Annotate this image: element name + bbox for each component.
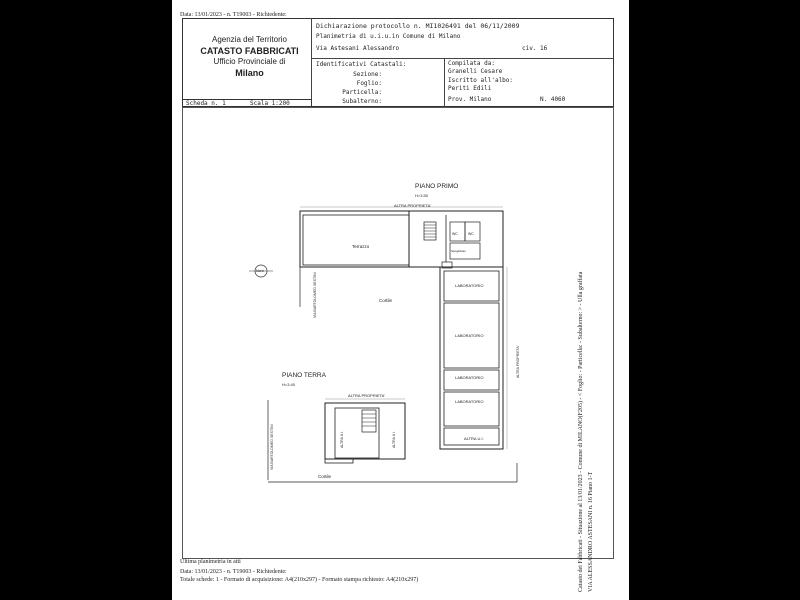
agency-line2: CATASTO FABBRICATI [200, 46, 299, 56]
ground-floor-title: PIANO TERRA [282, 372, 326, 379]
stair-ground [362, 410, 376, 432]
altra-ui-left: ALTRA U.I. [340, 430, 344, 448]
first-floor-title: PIANO PRIMO [415, 183, 459, 190]
planimetry-text: Planimetria di u.i.u.in Comune di Milano [316, 33, 461, 40]
footer-line-1: Data: 13/01/2023 - n. T19003 - Richiedente: [180, 569, 287, 575]
lab-label-2: LABORATORIO [455, 333, 484, 338]
compiled-profession: Periti Edili [448, 85, 492, 92]
lab-label-3: LABORATORIO [455, 375, 484, 380]
wc-label-2: WC [468, 232, 474, 236]
footer-line-2: Totale schede: 1 - Formato di acquisizione: A4(210x297) - Formato stampa richiesto: A4(210x297) [180, 577, 419, 583]
lab-room-4 [444, 392, 499, 426]
lab-label-4: LABORATORIO [455, 399, 484, 404]
scheda-label: Scheda n. 1 [186, 100, 226, 107]
cortile-label-1: Cortile [379, 298, 393, 303]
side-text-line-1: Catasto dei Fabbricati - Situazione al 13/01/2023 - Comune di MILANO(F205) - < Foglio: - Particella: - Subalterno: > - Ulla graffata [578, 271, 584, 592]
altra-proprieta-ground: ALTRA PROPRIETA' [348, 393, 386, 398]
altra-ui-right: ALTRA U.I. [392, 430, 396, 448]
last-plan-note: Ultima planimetria in atti [180, 559, 241, 565]
floor-plan-drawing [172, 0, 629, 600]
agency-line3: Ufficio Provinciale di [213, 57, 286, 66]
lab-label-1: LABORATORIO [455, 283, 484, 288]
altra-proprieta-top: ALTRA PROPRIETA' [394, 203, 432, 208]
agency-line4: Milano [235, 68, 264, 78]
address-text: Via Astesani Alessandro [316, 45, 400, 52]
side-text-line-2: VIA ALESSANDRO ASTESANI n. 16 Piano 1-T [588, 471, 594, 592]
first-floor-upper-block [300, 211, 503, 267]
street-label-first: VIA BARTOLOMEO SESTINI [313, 272, 317, 318]
document-sheet [172, 0, 629, 600]
lab-room-3 [444, 370, 499, 390]
scale-label: Scala 1:200 [250, 100, 290, 107]
altra-proprieta-right: ALTRA PROPRIETA' [516, 345, 520, 378]
subalterno-label: Subalterno: [342, 98, 382, 105]
compiled-number: N. 4060 [540, 96, 566, 103]
compiled-province: Prov. Milano [448, 96, 492, 103]
compiled-name: Granelli Cesare [448, 68, 503, 75]
agency-line1: Agenzia del Territorio [211, 35, 287, 44]
foglio-label: Foglio: [356, 80, 382, 87]
compiled-registered: Iscritto all'albo: [448, 77, 514, 84]
street-label-ground: VIA BARTOLOMEO SESTINI [270, 424, 274, 470]
laboratory-wing [440, 267, 503, 449]
compiled-title: Compilata da: [448, 60, 495, 67]
declaration-text: Dichiarazione protocollo n. MI1026491 del 06/11/2009 [316, 22, 520, 30]
first-floor-height: H=3.50 [415, 193, 429, 198]
identifiers-title: Identificativi Catastali: [316, 61, 407, 68]
spogliatoio-label: Spogliatoio [451, 249, 466, 253]
civic-text: civ. 16 [522, 45, 548, 52]
wc-label-1: WC [452, 232, 458, 236]
terrazzo-label: Terrazzo [352, 244, 370, 249]
terrazzo-room [303, 215, 409, 265]
sezione-label: Sezione: [353, 71, 382, 78]
ground-floor-height: H=3.40 [282, 382, 296, 387]
top-note: Data: 13/01/2023 - n. T19003 - Richiedente: [180, 12, 287, 18]
cortile-label-2: Cortile [318, 474, 332, 479]
altra-ui-bottom: ALTRA U.I. [464, 436, 484, 441]
nord-label: Nord [256, 269, 264, 273]
particella-label: Particella: [342, 89, 382, 96]
